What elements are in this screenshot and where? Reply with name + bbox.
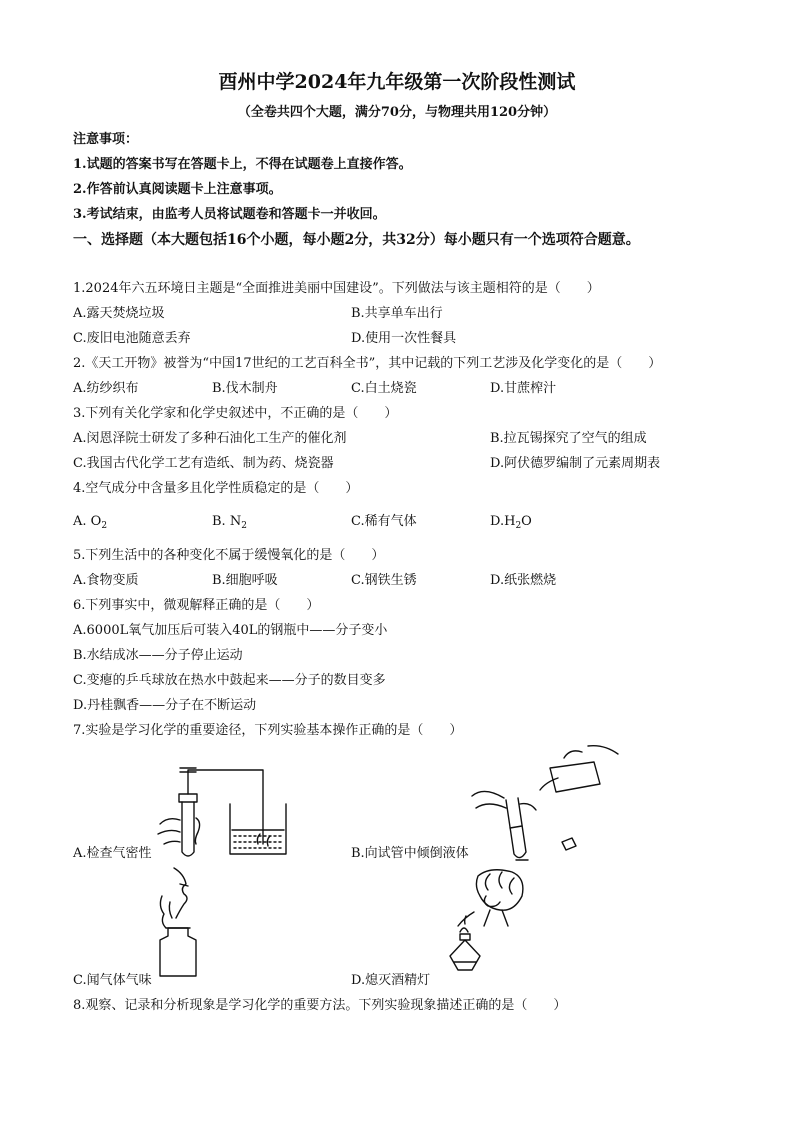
option-c: C.闻气体气味	[73, 973, 152, 988]
notice-item: 3.考试结束，由监考人员将试题卷和答题卡一并收回。	[73, 207, 386, 222]
option-d: D.熄灭酒精灯	[351, 973, 431, 988]
option-a: A.露天焚烧垃圾	[73, 306, 165, 321]
question-stem: 8.观察、记录和分析现象是学习化学的重要方法。下列实验现象描述正确的是（ ）	[73, 998, 567, 1013]
option-b: B.细胞呼吸	[212, 573, 278, 588]
question-stem: 4.空气成分中含量多且化学性质稳定的是（ ）	[73, 481, 359, 496]
question-stem: 2.《天工开物》被誉为“中国17世纪的工艺百科全书”，其中记载的下列工艺涉及化学变化的是（ ）	[73, 356, 662, 371]
option-b: B.伐木制舟	[212, 381, 278, 396]
option-a: A.6000L氧气加压后可装入40L的钢瓶中——分子变小	[73, 623, 388, 638]
airtightness-check-illustration	[150, 762, 300, 862]
pouring-liquid-illustration	[470, 738, 620, 860]
option-a: A. $O_2$	[73, 514, 108, 531]
page-title: 酉州中学2024年九年级第一次阶段性测试	[218, 71, 576, 93]
question-stem: 1.2024年六五环境日主题是“全面推进美丽中国建设”。下列做法与该主题相符的是（ ）	[73, 281, 600, 296]
option-c: C.钢铁生锈	[351, 573, 417, 588]
option-c: C.稀有气体	[351, 514, 417, 529]
smelling-gas-illustration	[150, 866, 230, 980]
option-d: D.甘蔗榨汁	[490, 381, 557, 396]
extinguishing-alcohol-lamp-illustration	[430, 866, 550, 990]
notice-heading: 注意事项：	[73, 132, 139, 147]
notice-item: 1.试题的答案书写在答题卡上，不得在试题卷上直接作答。	[73, 157, 412, 172]
option-b: B.向试管中倾倒液体	[351, 846, 469, 861]
question-stem: 3.下列有关化学家和化学史叙述中，不正确的是（ ）	[73, 406, 398, 421]
option-c: C.我国古代化学工艺有造纸、制为药、烧瓷器	[73, 456, 334, 471]
option-c: C.白土烧瓷	[351, 381, 417, 396]
option-d: D.阿伏德罗编制了元素周期表	[490, 456, 661, 471]
option-b: B. $N_2$	[212, 514, 247, 531]
page-subtitle: （全卷共四个大题，满分70分，与物理共用120分钟）	[237, 105, 557, 120]
option-a: A.食物变质	[73, 573, 139, 588]
option-c: C.变瘪的乒乓球放在热水中鼓起来——分子的数目变多	[73, 673, 386, 688]
option-b: B.拉瓦锡探究了空气的组成	[490, 431, 647, 446]
section-heading: 一、选择题（本大题包括16个小题，每小题2分，共32分）每小题只有一个选项符合题意。	[73, 232, 640, 248]
question-stem: 7.实验是学习化学的重要途径，下列实验基本操作正确的是（ ）	[73, 723, 463, 738]
option-b: B.水结成冰——分子停止运动	[73, 648, 243, 663]
notice-item: 2.作答前认真阅读题卡上注意事项。	[73, 182, 282, 197]
option-d: D.纸张燃烧	[490, 573, 557, 588]
option-d: $D.H_2O$	[490, 514, 532, 531]
option-a: A.纺纱织布	[73, 381, 139, 396]
option-a: A.检查气密性	[73, 846, 152, 861]
question-stem: 5.下列生活中的各种变化不属于缓慢氧化的是（ ）	[73, 548, 385, 563]
option-a: A.闵恩泽院士研发了多种石油化工生产的催化剂	[73, 431, 347, 446]
option-b: B.共享单车出行	[351, 306, 443, 321]
option-d: D.丹桂飘香——分子在不断运动	[73, 698, 257, 713]
option-c: C.废旧电池随意丢弃	[73, 331, 191, 346]
question-stem: 6.下列事实中，微观解释正确的是（ ）	[73, 598, 320, 613]
option-d: D.使用一次性餐具	[351, 331, 457, 346]
